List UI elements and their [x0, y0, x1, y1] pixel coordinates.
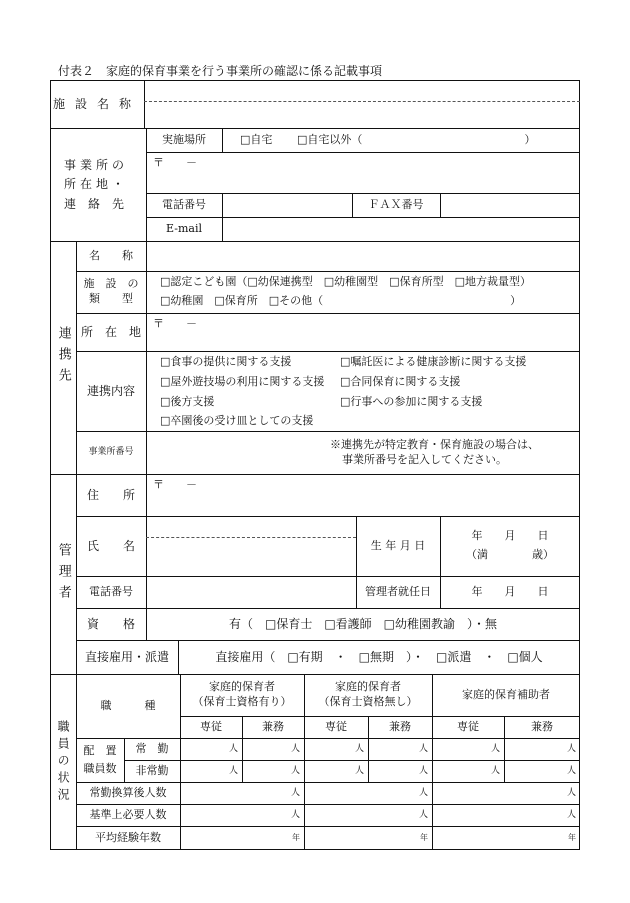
manager-qualification-value[interactable]: 有（ □保育士 □看護師 □幼稚園教諭 ）・無	[228, 616, 497, 631]
manager-address-label: 住 所	[86, 487, 135, 502]
location-other-checkbox[interactable]: □自宅以外（	[297, 132, 363, 146]
office-label-line2: 所在地・	[64, 177, 129, 192]
staff-col2-header	[304, 674, 432, 716]
staff-col1-line1: 家庭的保育者	[209, 680, 275, 694]
facility-name-field[interactable]	[145, 102, 579, 128]
partner-facility-type-label-2: 類 型	[89, 292, 133, 305]
staff-placement-line2: 職員数	[83, 762, 117, 775]
partner-side-label-text: 連携先	[55, 326, 71, 389]
required-col3-unit[interactable]: 人	[566, 809, 576, 820]
nonregular-col3-ft-unit[interactable]: 人	[490, 765, 500, 776]
manager-birth-label: 生 年 月 日	[370, 538, 426, 552]
staff-experience-label: 平均経験年数	[95, 830, 161, 844]
staff-placement-label	[76, 738, 124, 782]
manager-birth-value[interactable]	[440, 516, 580, 576]
partner-content-item-7[interactable]: □卒園後の受け皿としての支援	[160, 413, 314, 427]
partner-side-label	[50, 241, 76, 474]
nonregular-col3-dual-unit[interactable]: 人	[566, 765, 576, 776]
staff-col3-fulltime: 専従	[457, 719, 479, 733]
location-label: 実施場所	[162, 132, 206, 146]
location-home-checkbox[interactable]: □自宅	[240, 132, 273, 146]
regular-col2-dual-unit[interactable]: 人	[418, 743, 428, 754]
manager-appointed-label: 管理者就任日	[365, 584, 431, 598]
partner-content-item-5[interactable]: □後方支援	[160, 394, 215, 408]
converted-col2-unit[interactable]: 人	[418, 787, 428, 798]
staff-side-label	[50, 674, 76, 850]
partner-facility-type-label-1: 施 設 の	[83, 277, 139, 291]
office-label-line1: 事業所の	[64, 158, 129, 173]
partner-content-item-4[interactable]: □合同保育に関する支援	[340, 374, 461, 388]
regular-col1-dual-unit[interactable]: 人	[290, 743, 300, 754]
manager-name-kana-line	[146, 537, 356, 538]
nonregular-col2-dual-unit[interactable]: 人	[418, 765, 428, 776]
regular-col3-ft-unit[interactable]: 人	[490, 743, 500, 754]
regular-col2-ft-unit[interactable]: 人	[354, 743, 364, 754]
staff-col3-header: 家庭的保育補助者	[462, 687, 550, 701]
partner-postal-code[interactable]: 〒 －	[153, 316, 197, 330]
manager-qualification-label: 資 格	[86, 616, 135, 631]
partner-content-item-3[interactable]: □屋外遊技場の利用に関する支援	[160, 374, 325, 388]
partner-facility-type-line1[interactable]: □認定こども園（□幼保連携型 □幼稚園型 □保育所型 □地方裁量型）	[160, 274, 531, 288]
partner-content-label: 連携内容	[86, 383, 135, 398]
regular-col1-ft-unit[interactable]: 人	[228, 743, 238, 754]
required-col1-unit[interactable]: 人	[290, 809, 300, 820]
manager-postal-code[interactable]: 〒 －	[153, 477, 197, 491]
staff-placement-line1: 配 置	[83, 744, 117, 758]
partner-number-label: 事業所番号	[88, 447, 134, 458]
manager-appointed-value[interactable]: 年 月 日	[471, 584, 549, 598]
manager-birth-date: 年 月 日	[471, 529, 549, 543]
manager-employment-label: 直接雇用・派遣	[84, 649, 169, 664]
manager-side-label	[50, 474, 76, 674]
staff-col2-dual: 兼務	[389, 719, 411, 733]
partner-number-note	[330, 431, 580, 474]
partner-facility-type-line2[interactable]: □幼稚園 □保育所 □その他（ ）	[160, 293, 522, 307]
staff-col2-line1: 家庭的保育者	[335, 680, 401, 694]
manager-employment-value[interactable]: 直接雇用（ □有期 ・ □無期 ）・ □派遣 ・ □個人	[215, 649, 543, 664]
partner-content-item-2[interactable]: □嘱託医による健康診断に関する支援	[340, 354, 527, 368]
experience-col1-unit[interactable]: 年	[292, 832, 300, 842]
partner-content-item-6[interactable]: □行事への参加に関する支援	[340, 394, 483, 408]
manager-name-label: 氏 名	[86, 538, 135, 553]
office-fax-label: ＦＡＸ番号	[368, 197, 424, 211]
experience-col3-unit[interactable]: 年	[568, 832, 576, 842]
staff-col2-fulltime: 専従	[325, 719, 347, 733]
facility-name-label: 施設名称	[52, 96, 141, 111]
regular-col3-dual-unit[interactable]: 人	[566, 743, 576, 754]
location-other-close: ）	[524, 132, 536, 146]
converted-col1-unit[interactable]: 人	[290, 787, 300, 798]
partner-number-note-1: ※連携先が特定教育・保育施設の場合は、	[330, 437, 539, 451]
staff-col1-dual: 兼務	[262, 719, 284, 733]
staff-col2-line2: （保育士資格無し）	[318, 695, 418, 708]
office-label-line3: 連 絡 先	[64, 196, 125, 211]
nonregular-col2-ft-unit[interactable]: 人	[354, 765, 364, 776]
required-col2-unit[interactable]: 人	[418, 809, 428, 820]
staff-job-type-label: 職 種	[100, 698, 156, 712]
converted-col3-unit[interactable]: 人	[566, 787, 576, 798]
manager-birth-age: （満 歳）	[466, 548, 554, 561]
staff-side-label-text: 職員の状況	[56, 719, 71, 805]
partner-name-label: 名 称	[89, 248, 133, 262]
experience-col2-unit[interactable]: 年	[420, 832, 428, 842]
partner-number-note-2: 事業所番号を記入してください。	[342, 452, 507, 466]
staff-nonregular-label: 非常勤	[135, 763, 169, 777]
office-label	[50, 150, 146, 220]
partner-address-label: 所 在 地	[80, 324, 141, 339]
form-title: 付表２ 家庭的保育事業を行う事業所の確認に係る記載事項	[58, 64, 383, 78]
office-postal-code[interactable]: 〒 －	[153, 155, 197, 169]
manager-side-label-text: 管理者	[55, 542, 71, 606]
staff-converted-label: 常勤換算後人数	[89, 785, 167, 799]
staff-required-label: 基準上必要人数	[89, 807, 167, 821]
staff-col1-fulltime: 専従	[200, 719, 222, 733]
staff-col1-header	[180, 674, 304, 716]
partner-content-item-1[interactable]: □食事の提供に関する支援	[160, 354, 292, 368]
nonregular-col1-ft-unit[interactable]: 人	[228, 765, 238, 776]
manager-phone-label: 電話番号	[89, 584, 133, 598]
office-email-label: E-mail	[166, 221, 202, 235]
staff-col3-dual: 兼務	[531, 719, 553, 733]
staff-regular-label: 常 勤	[135, 741, 169, 755]
office-phone-label: 電話番号	[162, 197, 206, 211]
nonregular-col1-dual-unit[interactable]: 人	[290, 765, 300, 776]
partner-facility-type-label	[76, 271, 146, 313]
staff-col1-line2: （保育士資格有り）	[192, 695, 292, 708]
